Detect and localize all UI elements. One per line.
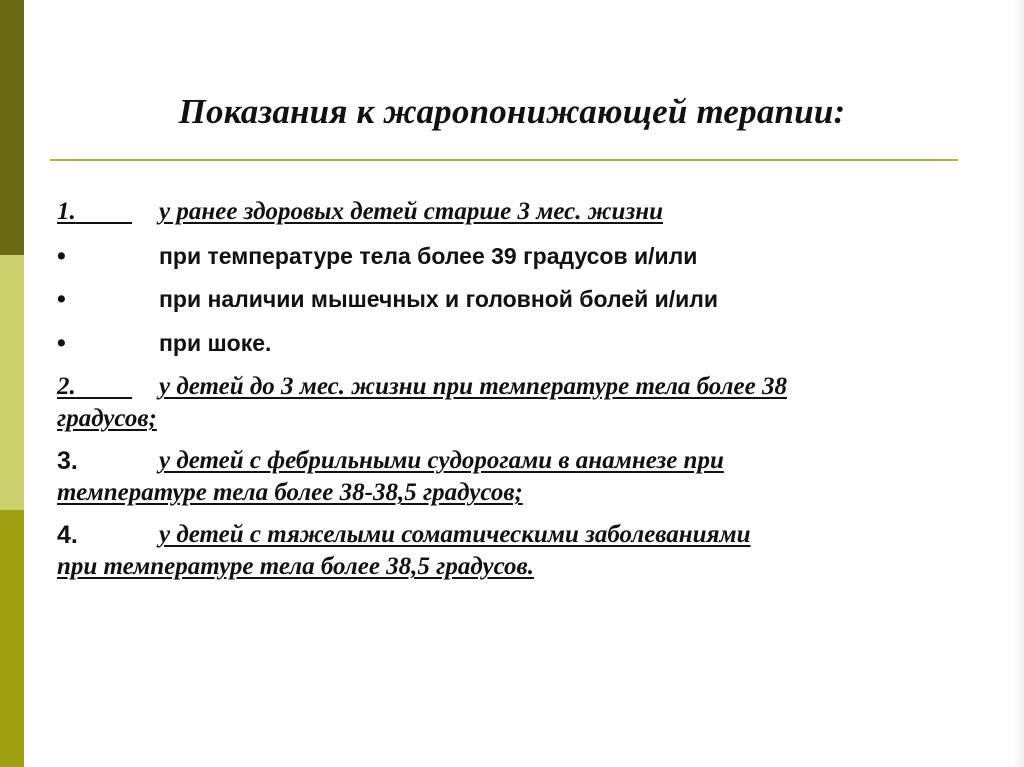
list-item-2-marker: 2. bbox=[57, 373, 76, 400]
list-item-3-text-line2: температуре тела более 38-38,5 градусов; bbox=[57, 479, 523, 506]
decorative-bar-middle bbox=[0, 255, 24, 510]
bullet-2-marker: • bbox=[57, 285, 66, 313]
list-item-3-cont bbox=[57, 477, 997, 509]
bullet-3-marker: • bbox=[57, 329, 66, 357]
list-item-2-text-line2: градусов; bbox=[57, 405, 157, 432]
bullet-item-1 bbox=[57, 240, 997, 272]
bullet-1-text: при температуре тела более 39 градусов и/или bbox=[159, 243, 698, 269]
list-item-2 bbox=[57, 371, 997, 403]
list-item-4-cont bbox=[57, 551, 997, 583]
list-item-1 bbox=[57, 196, 997, 228]
list-item-3 bbox=[57, 445, 997, 477]
list-item-4-marker: 4. bbox=[57, 521, 78, 549]
bullet-3-text: при шоке. bbox=[159, 330, 272, 356]
list-item-2-cont bbox=[57, 403, 997, 435]
slide-title: Показания к жаропонижающей терапии: bbox=[178, 92, 846, 131]
list-item-3-text-line1: у детей с фебрильными судорогами в анамнезе при bbox=[159, 447, 724, 474]
list-item-2-text-line1: у детей до 3 мес. жизни при температуре тела более 38 bbox=[159, 373, 787, 400]
list-item-4-text-line2: при температуре тела более 38,5 градусов. bbox=[57, 553, 534, 580]
bullet-2-text: при наличии мышечных и головной болей и/или bbox=[159, 286, 719, 312]
indications-list bbox=[57, 196, 997, 583]
title-divider bbox=[50, 159, 958, 161]
list-item-1-marker: 1. bbox=[57, 198, 76, 225]
list-item-4 bbox=[57, 519, 997, 551]
list-item-1-text: у ранее здоровых детей старше 3 мес. жизни bbox=[159, 198, 663, 225]
list-item-3-marker: 3. bbox=[57, 447, 78, 475]
bullet-item-3 bbox=[57, 327, 997, 359]
bullet-item-2 bbox=[57, 283, 997, 315]
decorative-bar-bottom bbox=[0, 510, 24, 767]
bullet-1-marker: • bbox=[57, 242, 66, 270]
list-item-4-text-line1: у детей с тяжелыми соматическими заболеваниями bbox=[159, 521, 751, 548]
